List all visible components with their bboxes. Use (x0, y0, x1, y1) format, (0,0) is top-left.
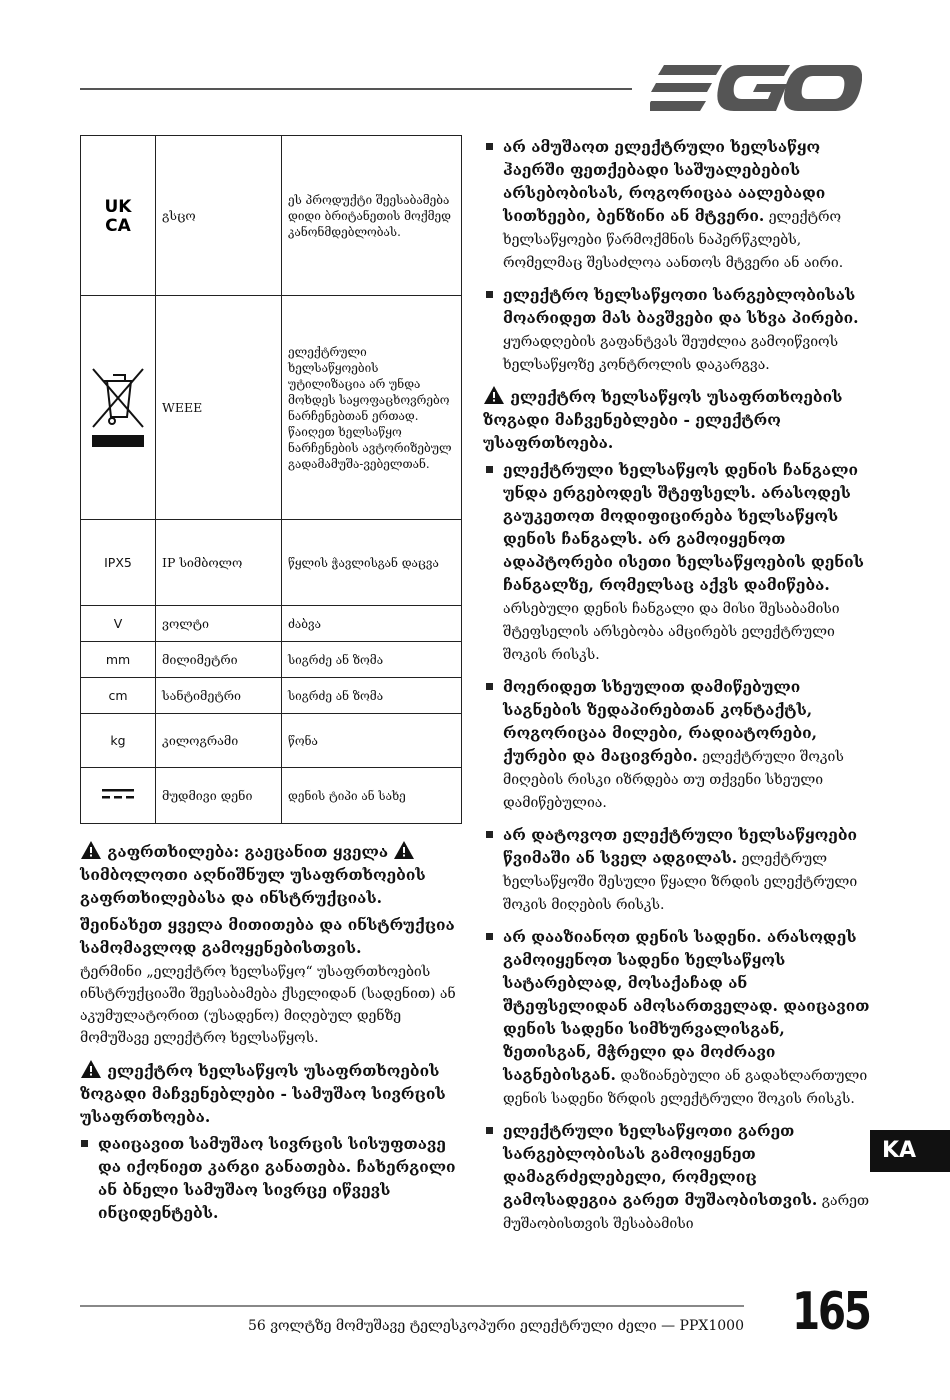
symbol-name: გსცო (156, 136, 282, 296)
weee-crossed-bin-icon (88, 361, 148, 451)
bullet-normal: ელექტრულ ხელსაწყოში შესული წყალი ზრდის ელექტრული შოკის მიღების რისკს. (503, 851, 858, 913)
bullet-normal: გარეთ მუშაობისთვის შესაბამისი (503, 1193, 870, 1232)
symbol-name: სანტიმეტრი (156, 678, 282, 714)
electrical-safety-heading-text: ელექტრო ხელსაწყოს უსაფრთხოების ზოგადი მაჩვენებლები - ელექტრო უსაფრთხოება. (483, 387, 843, 452)
ego-logo (650, 62, 862, 114)
general-warning-text-a: გაფრთხილება: გაეცანით ყველა (107, 842, 389, 861)
table-row (81, 136, 462, 296)
table-row (81, 768, 462, 824)
table-row (81, 606, 462, 642)
symbols-table (80, 135, 462, 824)
symbol-meaning: ძაბვა (282, 606, 462, 642)
list-item (485, 458, 870, 667)
term-note: ტერმინი „ელექტრო ხელსაწყო“ უსაფრთხოების ინსტრუქციაში შეესაბამება ქსელიდან (სადენით) ან აკუმულატორით (უსადენო) მიღებულ დენზე მომუშავე ელექტრო ხელსაწყოს. (80, 964, 456, 1046)
right-column (485, 135, 870, 1244)
list-item (485, 135, 870, 275)
list-item (485, 1119, 870, 1236)
work-area-list (80, 1132, 470, 1226)
electrical-safety-heading (483, 385, 870, 454)
symbol-label: cm (81, 678, 156, 714)
footer-rule (80, 1305, 744, 1307)
bullet-bold: არ ამუშაოთ ელექტრული ხელსაწყო ჰაერში ფეთქებადი საშუალებების არსებობისას, როგორიცაა აალებადი სითხეები, ბენზინი ან მტვერი. (503, 137, 826, 225)
language-tab: KA (870, 1130, 950, 1172)
general-warning-text-b: სიმბოლოთი აღნიშნულ უსაფრთხოების გაფრთხილებასა და ინსტრუქციას. (80, 865, 426, 907)
save-instructions: შეინახეთ ყველა მითითება და ინსტრუქცია სამომავლოდ გამოყენებისთვის. (80, 915, 455, 957)
svg-text:CA: CA (105, 216, 131, 233)
symbol-name: ვოლტი (156, 606, 282, 642)
ukca-mark-icon (98, 195, 138, 233)
bullet-bold: არ დააზიანოთ დენის სადენი. არასოდეს გამოიყენოთ სადენი ხელსაწყოს სატარებლად, მოსაქაჩად ან შტეფსელიდან ამოსართველად. დაიცავით დენის სადენი სიმხურვალისგან, ზეთისგან, მჭრელი და მოძრავი საგნებისგან. (503, 927, 870, 1084)
table-row (81, 296, 462, 520)
bullet-bold: მოერიდეთ სხეულით დამიწებული საგნების ზედაპირებთან კონტაქტს, როგორიცაა მილები, რადიატორები, ქურები და მაცივრები. (503, 677, 818, 765)
warning-triangle-icon (393, 840, 415, 860)
table-row (81, 678, 462, 714)
bullet-normal: ყურადღების გაფანტვას შეუძლია გამოიწვიოს ხელსაწყოზე კონტროლის დაკარგვა. (503, 334, 839, 373)
bullet-normal: ელექტრო ხელსაწყოები წარმოქმნის ნაპერწკლებს, რომელმაც შესაძლოა აანთოს მტვერი ან აირი. (503, 209, 844, 271)
symbol-name: კილოგრამი (156, 714, 282, 768)
bullet-normal: არსებული დენის ჩანგალი და მისი შესაბამისი შტეფსელის არსებობა ამცირებს ელექტრული შოკის რისკს. (503, 601, 840, 663)
symbol-label: V (81, 606, 156, 642)
header-rule (80, 88, 632, 90)
symbol-label: IPX5 (81, 520, 156, 606)
bullet-normal: ელექტრული შოკის მიღების რისკი იზრდება თუ თქვენი სხეული დამიწებულია. (503, 749, 844, 811)
symbol-name: WEEE (156, 296, 282, 520)
table-row (81, 642, 462, 678)
symbol-meaning: წონა (282, 714, 462, 768)
list-item (485, 925, 870, 1111)
bullet-bold: ელექტრული ხელსაწყოთი გარეთ სარგებლობისას გამოიყენეთ დამაგრძელებელი, რომელიც გამოსადეგია გარეთ მუშაობისთვის. (503, 1121, 818, 1209)
list-item (485, 675, 870, 815)
bullet-bold: დაიცავით სამუშაო სივრცის სისუფთავე და იქონიეთ კარგი განათება. ჩახერგილი ან ბნელი სამუშაო სივრცე იწვევს ინციდენტებს. (98, 1134, 456, 1222)
symbol-label: kg (81, 714, 156, 768)
symbol-meaning: სიგრძე ან ზომა (282, 642, 462, 678)
direct-current-icon (100, 787, 136, 801)
symbol-meaning: ეს პროდუქტი შეესაბამება დიდი ბრიტანეთის მოქმედ კანონმდებლობას. (282, 136, 462, 296)
symbol-meaning: დენის ტიპი ან სახე (282, 768, 462, 824)
warning-triangle-icon (80, 840, 102, 860)
bullet-normal: დაზიანებული ან გადახლართული დენის სადენი ზრდის ელექტრული შოკის რისკს. (503, 1068, 868, 1107)
symbol-name: IP სიმბოლო (156, 520, 282, 606)
symbol-name: მილიმეტრი (156, 642, 282, 678)
list-item (485, 823, 870, 917)
footer-title: 56 ვოლტზე მომუშავე ტელესკოპური ელექტრული ძელი — PPX1000 (247, 1318, 744, 1334)
page-number: 165 (792, 1282, 870, 1342)
symbol-name: მუდმივი დენი (156, 768, 282, 824)
explosive-list (485, 135, 870, 377)
table-row (81, 714, 462, 768)
list-item (485, 283, 870, 377)
electrical-list (485, 458, 870, 1236)
bullet-bold: არ დატოვოთ ელექტრული ხელსაწყოები წვიმაში ან სველ ადგილას. (503, 825, 858, 867)
list-item (80, 1132, 470, 1226)
warning-triangle-icon (483, 385, 505, 405)
symbol-meaning: ელექტრული ხელსაწყოების უტილიზაცია არ უნდა მოხდეს საყოფაცხოვრებო ნარჩენებთან ერთად. წაიღეთ ხელსაწყო ნარჩენების ავტორიზებულ გადამამუშა-ვებელთან. (282, 296, 462, 520)
work-area-heading-text: ელექტრო ხელსაწყოს უსაფრთხოების ზოგადი მაჩვენებლები - სამუშაო სივრცის უსაფრთხოება. (80, 1061, 446, 1126)
symbol-meaning: წყლის ჭავლისგან დაცვა (282, 520, 462, 606)
work-area-heading (80, 1059, 470, 1128)
table-row (81, 520, 462, 606)
symbol-label: mm (81, 642, 156, 678)
general-warning (80, 840, 470, 909)
svg-text:UK: UK (104, 197, 132, 217)
bullet-bold: ელექტრული ხელსაწყოს დენის ჩანგალი უნდა ერგებოდეს შტეფსელს. არასოდეს გაუკეთოთ მოდიფიცირება ხელსაწყოს დენის ჩანგალს. არ გამოიყენოთ ადაპტორები ისეთი ხელსაწყოების დენის ჩანგალზე, რომელსაც აქვს დამიწება. (503, 460, 864, 594)
warning-triangle-icon (80, 1059, 102, 1079)
left-column (80, 840, 470, 1234)
bullet-bold: ელექტრო ხელსაწყოთი სარგებლობისას მოარიდეთ მას ბავშვები და სხვა პირები. (503, 285, 859, 327)
symbol-meaning: სიგრძე ან ზომა (282, 678, 462, 714)
